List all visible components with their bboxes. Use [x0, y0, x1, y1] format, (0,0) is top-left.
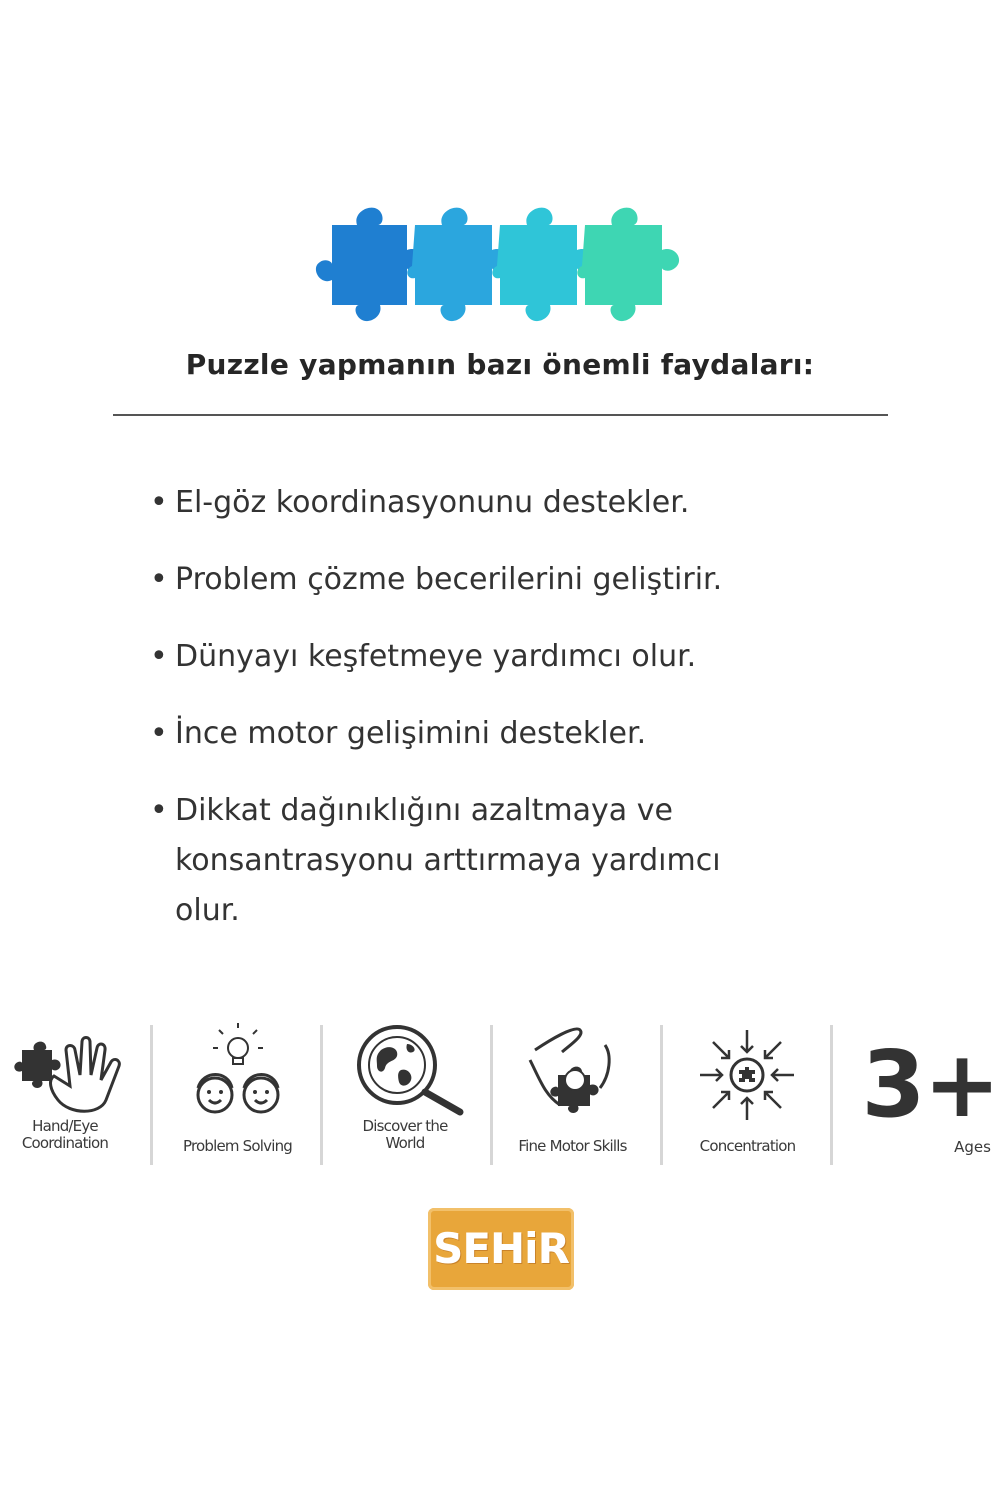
skills-row	[0, 1020, 1000, 1170]
benefit-text: İnce motor gelişimini destekler.	[175, 716, 647, 751]
benefit-item	[150, 632, 870, 682]
divider	[150, 1025, 153, 1165]
benefit-item	[150, 478, 870, 528]
puzzle-pieces-icon	[312, 200, 692, 330]
hand-holding-puzzle-icon	[500, 1020, 645, 1120]
caption-line: Hand/Eye	[32, 1117, 98, 1135]
benefits-list	[150, 478, 870, 963]
bullet: •	[150, 562, 168, 597]
skill-caption	[675, 1138, 820, 1155]
bullet: •	[150, 793, 168, 828]
skill-discover-world	[335, 1020, 475, 1170]
benefit-item	[150, 555, 870, 605]
benefit-text: El-göz koordinasyonunu destekler.	[175, 485, 690, 520]
puzzle-piece-3	[492, 208, 594, 321]
caption-line: Coordination	[21, 1134, 109, 1152]
page-title: Puzzle yapmanın bazı önemli faydaları:	[185, 348, 815, 381]
skill-hand-eye	[0, 1020, 130, 1170]
puzzle-piece-1	[316, 208, 424, 321]
benefit-text: Dünyayı keşfetmeye yardımcı olur.	[175, 639, 697, 674]
divider	[320, 1025, 323, 1165]
caption-line: Problem Solving	[182, 1137, 293, 1155]
caption-line: World	[385, 1134, 425, 1152]
skill-caption	[335, 1118, 475, 1152]
skill-fine-motor	[500, 1020, 645, 1170]
puzzle-piece-4	[577, 208, 679, 321]
benefit-text: Problem çözme becerilerini geliştirir.	[175, 562, 723, 597]
bullet: •	[150, 485, 168, 520]
bullet: •	[150, 639, 168, 674]
skill-caption	[165, 1138, 310, 1155]
caption-line: Concentration	[699, 1137, 796, 1155]
skill-concentration	[675, 1020, 820, 1170]
kids-lightbulb-icon	[165, 1020, 310, 1120]
benefit-text: Dikkat dağınıklığını azaltmaya ve konsantrasyonu arttırmaya yardımcı olur.	[175, 793, 721, 928]
benefit-item	[150, 786, 775, 936]
divider	[660, 1025, 663, 1165]
brand-logo	[428, 1208, 574, 1290]
globe-magnifier-icon	[335, 1020, 475, 1120]
title-divider	[113, 414, 888, 416]
benefit-item	[150, 709, 870, 759]
caption-line: Fine Motor Skills	[518, 1137, 627, 1155]
bullet: •	[150, 716, 168, 751]
hand-puzzle-icon	[0, 1020, 130, 1120]
brand-logo-text: SEHiR	[433, 1224, 569, 1273]
puzzle-piece-2	[407, 208, 509, 321]
concentration-arrows-icon	[675, 1020, 820, 1120]
skill-caption	[500, 1138, 645, 1155]
divider	[490, 1025, 493, 1165]
skill-caption	[0, 1118, 130, 1152]
divider	[830, 1025, 833, 1165]
age-badge: 3+	[861, 1031, 999, 1138]
skill-problem-solving	[165, 1020, 310, 1170]
caption-line: Discover the	[362, 1117, 448, 1135]
age-label: Ages	[954, 1138, 991, 1156]
